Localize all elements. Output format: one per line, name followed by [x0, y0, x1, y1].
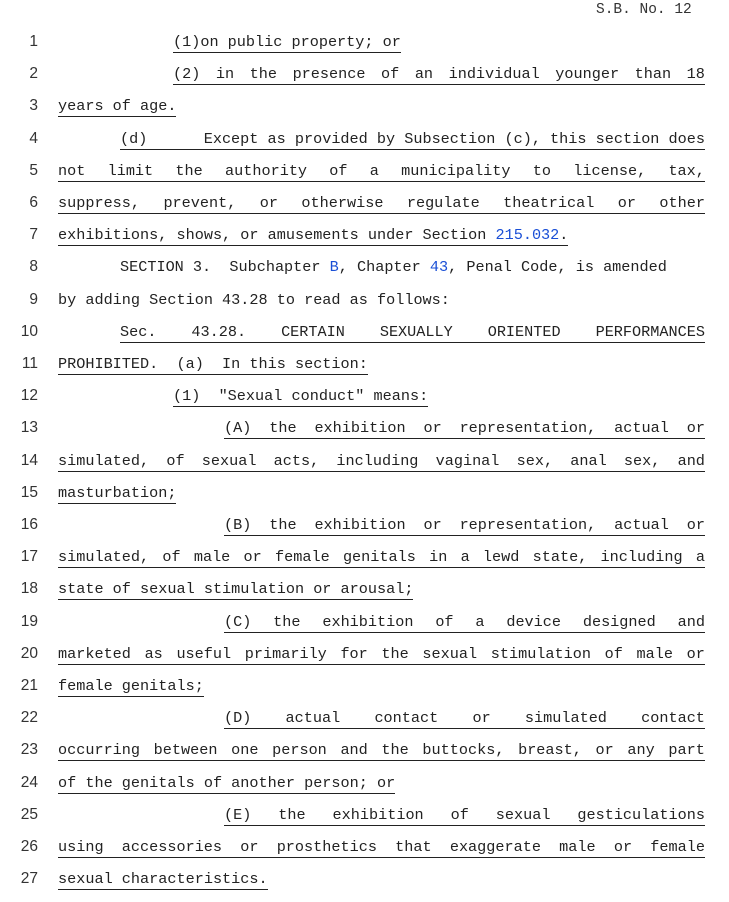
- line-word: theatrical: [503, 194, 595, 212]
- line-word: useful: [176, 644, 232, 663]
- line-word: a: [475, 612, 485, 631]
- line-number: 27: [20, 870, 38, 888]
- line-text: [58, 677, 204, 697]
- line-text: [58, 355, 368, 375]
- line-word: (1) "Sexual conduct" means:: [173, 387, 429, 406]
- line-word: of: [450, 805, 469, 824]
- line-word: exhibition: [322, 612, 414, 631]
- line-word: PERFORMANCES: [595, 322, 705, 341]
- line-word: Except as provided by Subsection (c), this section does: [203, 129, 705, 148]
- line-word: tax,: [668, 161, 705, 180]
- line-word: than: [634, 65, 672, 84]
- line-number: 12: [20, 387, 38, 405]
- line-number: 14: [20, 451, 38, 469]
- line-word: (E): [224, 805, 252, 824]
- line-number: 10: [20, 322, 38, 340]
- line-word: between: [153, 741, 218, 760]
- line-word: (2): [173, 65, 201, 84]
- line-word: or: [240, 838, 259, 856]
- line-text: [58, 97, 176, 117]
- line-word: contact: [374, 709, 439, 728]
- line-word: PROHIBITED. (a) In this section:: [58, 355, 368, 373]
- line-word: sexual characteristics.: [58, 870, 268, 889]
- line-word: designed: [582, 612, 656, 631]
- bill-line: [0, 709, 729, 741]
- line-word: exhibition: [314, 516, 406, 534]
- line-word: prosthetics: [276, 838, 377, 856]
- bill-line: [0, 258, 729, 290]
- line-word: a: [460, 548, 470, 567]
- statute-reference-link[interactable]: B: [329, 258, 339, 277]
- line-number: 15: [20, 483, 38, 501]
- bill-line: [0, 355, 729, 387]
- line-word: part: [668, 741, 705, 760]
- line-word: representation,: [459, 419, 597, 438]
- bill-line: [0, 130, 729, 162]
- line-number: 24: [20, 773, 38, 791]
- line-word: years of age.: [58, 97, 177, 116]
- line-word: or: [686, 419, 705, 438]
- bill-line: [0, 870, 729, 902]
- line-number: 18: [20, 580, 38, 598]
- line-word: or: [423, 516, 442, 534]
- line-word: simulated,: [58, 451, 150, 470]
- bill-line: [0, 806, 729, 838]
- line-word: including: [600, 548, 683, 567]
- line-number: 11: [21, 355, 38, 372]
- line-text: [58, 162, 705, 182]
- line-word: person: [272, 741, 327, 760]
- line-word: other: [659, 194, 705, 212]
- line-number: 21: [20, 677, 38, 694]
- line-number: 25: [20, 805, 38, 823]
- line-word: ORIENTED: [487, 322, 561, 341]
- line-word: a: [369, 161, 379, 180]
- line-word: primarily: [244, 644, 327, 663]
- line-word: simulated,: [58, 548, 150, 567]
- line-word: individual: [448, 65, 540, 84]
- line-word: of: [329, 161, 348, 180]
- line-text: [224, 806, 705, 826]
- bill-line: [0, 613, 729, 645]
- line-word: 18: [686, 65, 705, 84]
- line-word: state,: [532, 548, 588, 567]
- line-text: [173, 387, 428, 407]
- line-word: authority: [225, 161, 308, 180]
- line-word: acts,: [273, 451, 320, 470]
- line-word: and: [677, 612, 705, 631]
- line-word: on public property; or: [200, 33, 401, 51]
- line-number: 19: [20, 612, 38, 630]
- line-word: actual: [285, 709, 341, 728]
- line-number: 3: [29, 97, 38, 115]
- line-text: [120, 130, 705, 150]
- line-word: state of sexual stimulation or arousal;: [58, 580, 414, 599]
- bill-number-header: S.B. No. 12: [596, 2, 692, 18]
- bill-line: [0, 452, 729, 484]
- line-word: buttocks,: [422, 741, 505, 760]
- line-word: of: [604, 644, 623, 663]
- line-word: (B): [224, 516, 252, 534]
- bill-line: [0, 162, 729, 194]
- line-word: (d): [120, 129, 148, 148]
- line-word: sexual: [495, 805, 551, 824]
- line-word: sex,: [516, 451, 554, 470]
- line-word: of: [435, 612, 454, 631]
- line-number: 8: [29, 258, 38, 276]
- line-text: [120, 258, 667, 276]
- line-word: SEXUALLY: [379, 322, 453, 341]
- line-number: 1: [29, 33, 38, 50]
- line-word: using: [58, 838, 104, 856]
- bill-line: [0, 548, 729, 580]
- line-word: of: [381, 65, 400, 84]
- bill-line: [0, 194, 729, 226]
- line-word: device: [506, 612, 562, 631]
- line-text: [58, 291, 450, 309]
- line-word: or: [243, 548, 262, 567]
- line-text: [58, 548, 705, 568]
- line-word: female: [275, 548, 330, 567]
- line-number: 4: [29, 129, 38, 147]
- line-word: that: [395, 838, 432, 856]
- line-word: vaginal: [435, 451, 500, 470]
- line-word: CERTAIN: [281, 322, 345, 341]
- line-number: 17: [20, 548, 38, 566]
- line-word: the: [249, 65, 278, 84]
- line-text: [58, 484, 176, 504]
- line-text: [173, 33, 401, 53]
- line-word: sexual: [422, 644, 478, 663]
- line-word: .: [559, 226, 569, 245]
- bill-line: [0, 97, 729, 129]
- line-word: stimulation: [490, 644, 591, 663]
- line-word: genitals: [342, 548, 416, 567]
- line-word: the: [381, 741, 409, 760]
- bill-line: [0, 741, 729, 773]
- line-word: exhibitions, shows, or amusements under Section: [58, 226, 496, 245]
- line-number: 23: [20, 741, 38, 759]
- line-text: [173, 65, 705, 85]
- bill-line: [0, 838, 729, 870]
- line-word: male: [193, 548, 231, 567]
- line-text: [58, 226, 568, 246]
- line-text: [58, 194, 705, 214]
- line-word: in: [215, 65, 235, 84]
- line-text: [58, 741, 705, 761]
- line-word: limit: [107, 161, 154, 180]
- line-word: an: [414, 65, 434, 84]
- line-text: [58, 580, 413, 600]
- line-word: , Chapter: [338, 258, 430, 277]
- line-text: [120, 323, 705, 343]
- line-word: (D): [224, 709, 252, 728]
- line-word: 43.28.: [191, 322, 247, 341]
- line-word: in: [429, 548, 448, 567]
- line-text: [224, 419, 705, 439]
- line-word: actual: [614, 419, 669, 438]
- bill-line: [0, 484, 729, 516]
- bill-line: [0, 323, 729, 355]
- bill-line: [0, 677, 729, 709]
- line-word: or: [686, 644, 705, 663]
- line-number: 26: [20, 838, 38, 855]
- line-word: or: [595, 741, 614, 760]
- line-word: or: [617, 194, 636, 212]
- bill-line: [0, 774, 729, 806]
- line-word: exaggerate: [449, 838, 541, 856]
- line-word: a: [695, 548, 705, 567]
- bill-line: [0, 516, 729, 548]
- line-word: (A): [224, 419, 252, 438]
- line-number: 22: [20, 709, 38, 727]
- line-word: to: [532, 161, 552, 180]
- line-word: the: [175, 161, 203, 180]
- line-number: 16: [20, 516, 38, 533]
- line-word: as: [144, 644, 163, 663]
- bill-line: [0, 291, 729, 323]
- line-word: of: [166, 451, 185, 470]
- line-word: female genitals;: [58, 677, 204, 695]
- line-word: actual: [614, 516, 669, 534]
- bill-line: [0, 33, 729, 65]
- line-number: 7: [29, 226, 38, 244]
- line-word: or: [472, 709, 491, 728]
- bill-line: [0, 226, 729, 258]
- line-text: [224, 709, 705, 729]
- line-word: the: [273, 612, 301, 631]
- line-number: 9: [29, 290, 38, 308]
- line-word: the: [278, 805, 306, 824]
- bill-line: [0, 580, 729, 612]
- line-word: exhibition: [332, 805, 424, 824]
- line-word: and: [340, 741, 368, 760]
- line-word: prevent,: [163, 194, 237, 212]
- line-word: and: [677, 451, 705, 470]
- line-word: of the genitals of another person; or: [58, 773, 396, 792]
- line-word: any: [627, 741, 655, 760]
- line-number: 5: [29, 161, 38, 179]
- line-word: gesticulations: [577, 805, 705, 824]
- bill-line: [0, 387, 729, 419]
- line-word: municipality: [401, 161, 511, 180]
- line-word: of: [162, 548, 181, 567]
- line-word: simulated: [524, 709, 607, 728]
- line-word: one: [231, 741, 259, 760]
- line-word: suppress,: [58, 194, 141, 212]
- line-word: (1): [173, 33, 201, 51]
- line-word: or: [423, 419, 442, 438]
- line-word: representation,: [459, 516, 597, 534]
- line-word: Sec.: [120, 322, 157, 341]
- bill-line: [0, 419, 729, 451]
- line-word: including: [336, 451, 419, 470]
- line-word: by adding Section 43.28 to read as follows:: [58, 290, 450, 309]
- line-word: presence: [292, 65, 366, 84]
- line-text: [224, 613, 705, 633]
- line-word: accessories: [121, 838, 223, 856]
- line-word: the: [269, 419, 297, 438]
- line-word: or: [613, 838, 633, 856]
- line-number: 2: [29, 65, 38, 83]
- bill-line: [0, 645, 729, 677]
- line-word: contact: [641, 709, 705, 728]
- line-word: the: [269, 516, 297, 534]
- line-word: breast,: [518, 741, 582, 760]
- line-word: license,: [573, 161, 647, 180]
- line-text: [58, 452, 705, 472]
- line-word: SECTION 3. Subchapter: [120, 258, 330, 277]
- statute-reference-link[interactable]: 215.032: [495, 226, 560, 245]
- line-word: , Penal Code, is amended: [448, 258, 667, 277]
- line-text: [224, 516, 705, 536]
- line-word: masturbation;: [58, 483, 177, 502]
- line-word: anal: [570, 451, 607, 470]
- line-number: 13: [20, 419, 38, 437]
- line-word: sex,: [623, 451, 661, 470]
- line-word: male: [559, 838, 596, 856]
- line-text: [58, 870, 268, 890]
- bill-line: [0, 65, 729, 97]
- line-word: not: [58, 161, 86, 180]
- line-text: [58, 645, 705, 665]
- line-word: occurring: [58, 741, 141, 760]
- statute-reference-link[interactable]: 43: [429, 258, 449, 277]
- line-word: for: [340, 644, 368, 663]
- line-word: regulate: [406, 194, 480, 212]
- line-word: lewd: [482, 548, 520, 567]
- line-word: otherwise: [301, 194, 384, 212]
- line-word: or: [686, 516, 705, 534]
- line-word: female: [650, 838, 705, 856]
- line-word: male: [636, 644, 673, 663]
- line-word: younger: [555, 65, 620, 84]
- line-word: sexual: [201, 451, 257, 470]
- line-text: [58, 774, 395, 794]
- line-word: marketed: [58, 644, 131, 663]
- line-word: or: [259, 194, 278, 212]
- line-word: the: [381, 644, 409, 663]
- line-number: 6: [29, 194, 38, 211]
- line-word: exhibition: [314, 419, 406, 438]
- line-text: [58, 838, 705, 858]
- line-word: (C): [224, 612, 252, 631]
- line-number: 20: [20, 644, 38, 662]
